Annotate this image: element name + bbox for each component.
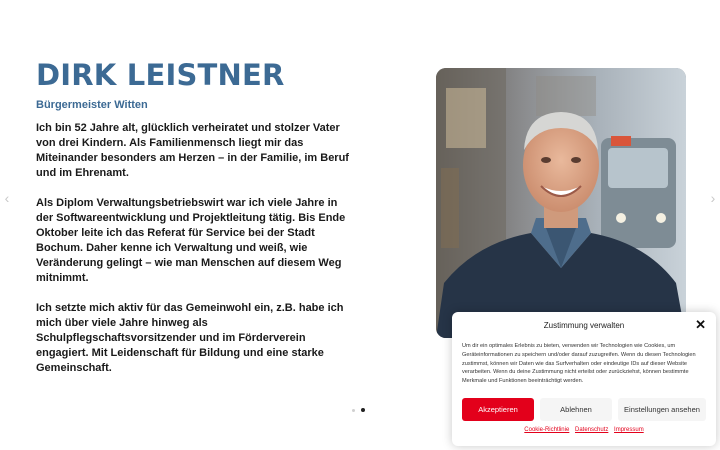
role-subtitle: Bürgermeister Witten (36, 99, 148, 111)
slider-dot-active[interactable] (361, 408, 365, 412)
portrait-photo (436, 68, 686, 338)
bio-paragraph: Als Diplom Verwaltungsbetriebswirt war ich viele Jahre in der Softwareentwicklung und Projektleitung tätig. Bis Ende Oktober leite ich das Referat für Service bei der Stadt Bochum. Daher kenne ich Verwaltung und weiß, wie Veränderung gelingt – wie man Menschen auf diesem Weg mitnimmt. (36, 197, 346, 284)
deny-cookies-button[interactable]: Ablehnen (540, 398, 612, 421)
cookie-policy-link[interactable]: Cookie-Richtlinie (524, 427, 570, 433)
close-icon[interactable]: ✕ (695, 317, 706, 332)
privacy-link[interactable]: Datenschutz (575, 427, 609, 433)
cookie-banner-links (452, 427, 716, 433)
bio-paragraph: Ich setzte mich aktiv für das Gemeinwohl ein, z.B. habe ich mich über viele Jahre hinweg als Schulpflegschaftsvorsitzender und im Förderverein engagiert. Mit Leidenschaft für Bildung und eine starke Gemeinschaft. (36, 302, 344, 374)
bio-paragraph: Ich bin 52 Jahre alt, glücklich verheiratet und stolzer Vater von drei Kindern. Als Familienmensch liegt mir das Miteinander besonders am Herzen – in der Familie, im Beruf und im Ehrenamt. (36, 122, 349, 179)
slider-dot[interactable] (352, 409, 355, 412)
cookie-consent-banner (452, 312, 716, 446)
slider-next-arrow-icon[interactable]: › (710, 190, 716, 206)
cookie-banner-title: Zustimmung verwalten (543, 321, 625, 330)
page-title: DIRK LEISTNER (36, 58, 285, 92)
cookie-banner-text: Um dir ein optimales Erlebnis zu bieten, verwenden wir Technologien wie Cookies, um Geräteinformationen zu speichern und/oder darauf zuzugreifen. Wenn du diesen Technologien zustimmst, können wir Daten wie das Surfverhalten oder eindeutige IDs auf dieser Website verarbeiten. Wenn du deine Zustimmung nicht erteilst oder zurückziehst, können bestimmte Merkmale und Funktionen beeinträchtigt werden. (462, 343, 696, 385)
slider-prev-arrow-icon[interactable]: ‹ (4, 190, 10, 206)
cookie-settings-button[interactable]: Einstellungen ansehen (618, 398, 706, 421)
bio-text (36, 121, 356, 391)
slider-pagination (352, 407, 368, 413)
accept-cookies-button[interactable]: Akzeptieren (462, 398, 534, 421)
imprint-link[interactable]: Impressum (614, 427, 644, 433)
